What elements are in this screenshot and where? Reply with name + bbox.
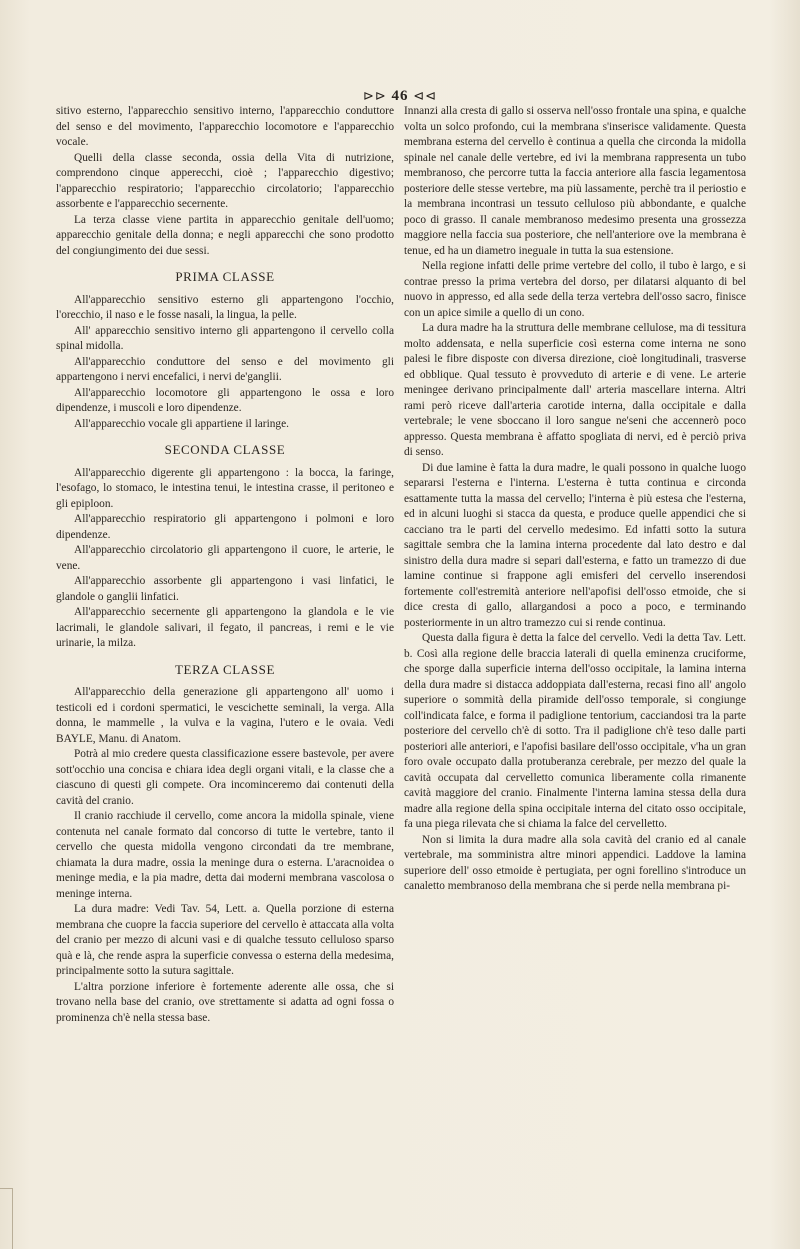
paragraph: All'apparecchio circolatorio gli appartengono il cuore, le arterie, le vene. [56, 544, 394, 572]
paragraph: Di due lamine è fatta la dura madre, le quali possono in qualche luogo separarsi l'esterna e l'interna. L'esterna è tutta continua e circonda esattamente tutta la massa del cervello; l'interna è più estesa che l'esterna, ed in alcuni luoghi si stacca da questa, e produce quelle appendici che si cacciano tra le parti del cervello medesimo. Ed infatti sotto la sutura sagittale sembra che la lamina interna procedente dal lato destro e dal sinistro della dura madre si separi dall'esterna, e fatto un tramezzo di due lamine continue si frappone agli emisferi del cervello inserendosi fortemente coll'estremità anteriore nell'apofisi dell'osso etmoide, che si dice cresta di gallo, allargandosi a poco a poco, e terminando posteriormente in un altro tramezzo cui si rende continua. [404, 461, 746, 629]
header-ornament-right: ⊲⊲ [413, 88, 438, 103]
paragraph: All' apparecchio sensitivo interno gli appartengono il cervello colla spinal midolla. [56, 324, 394, 352]
paragraph: Il cranio racchiude il cervello, come ancora la midolla spinale, viene contenuta nel canale formato dal concorso di tutte le vertebre, tanto il cervello che questa midolla vengono circondati da tre membrane, chiamata la dura madre, ossia la meninge dura o esterna. L'aracnoidea o meninge media, e la pia madre, detta dai moderni membrana vascolosa o meninge interna. [56, 810, 394, 900]
paragraph: All'apparecchio vocale gli appartiene il laringe. [74, 417, 289, 430]
paragraph: Non si limita la dura madre alla sola cavità del cranio ed al canale vertebrale, ma somministra altre minori appendici. Laddove la lamina superiore dell' osso etmoide è pertugiata, per ogni forellino s'introduce un canaletto membranoso della membrana che si perde nella membrana pi- [404, 833, 746, 892]
paragraph: Nella regione infatti delle prime vertebre del collo, il tubo è largo, e si contrae presso la prima vertebra del dorso, per dilatarsi alquanto di bel nuovo in appresso, ed alla sede della terza vertebra dell'osso sacro, finisce con un apice simile a quello di un cono. [404, 260, 746, 319]
paragraph: All'apparecchio respiratorio gli appartengono i polmoni e loro dipendenze. [56, 513, 394, 541]
paragraph: Questa dalla figura è detta la falce del cervello. Vedi la detta Tav. Lett. b. Così alla regione delle braccia laterali di quella eminenza cruciforme, che sporge dalla superficie interna dell'osso occipitale, la lamina interna della dura madre si distacca addoppiata dall'esterna, recasi fino all' angolo superiore o sommità della piramide dell'osso temporale, si congiunge coll'indicata falce, e forma il padiglione tentorium, cacciandosi tra la parte posteriore del cervello ch'è di sotto. Tra il padiglione ch'è teso dalle parti posteriori alle anteriori, e l'apofisi basilare dell'osso occipitale, v'ha un gran foro ovale occupato dalla protuberanza cerebrale, per mezzo del quale la cavità occupata dal cervelletto comunica liberamente colla rimanente cavità maggiore del cranio. Finalmente l'interna lamina stessa della dura madre alla regione della spina occipitale interna del citato osso occipitale, fa una piega rilevata che si chiama la falce del cervelletto. [404, 632, 746, 830]
header-ornament-left: ⊳⊳ [362, 88, 387, 103]
paragraph: La terza classe viene partita in apparecchio genitale dell'uomo; apparecchio genitale della donna; e negli apparecchi che sono prodotto del congiungimento dei due sessi. [56, 213, 394, 257]
section-heading-prima-classe: PRIMA CLASSE [175, 269, 275, 284]
page-number: 46 [391, 88, 409, 104]
paragraph: All'apparecchio della generazione gli appartengono all' uomo i testicoli ed i cordoni spermatici, le vescichette seminali, la verga. Alla donna, le mammelle , la vulva e la vagina, l'utero e le ovaia. Vedi BAYLE, Manu. di Anatom. [56, 686, 394, 745]
paragraph: All'apparecchio assorbente gli appartengono i vasi linfatici, le glandole o ganglii linfatici. [56, 575, 394, 603]
page-corner-mark [0, 1188, 13, 1249]
left-column [56, 104, 394, 1026]
paragraph: La dura madre ha la struttura delle membrane cellulose, ma di tessitura molto addensata, e nella superficie così esterna come interna ne sono palesi le fibre disposte con diversa direzione, cioè longitudinali, trasverse ed obblique. Qual tessuto è provveduto di arterie e di vene. Le arterie meningee derivano principalmente dall' arteria mascellare interna. Altri rami però riceve dall'arteria carotide interna, dalla occipitale e dalla vertebrale; le vene sboccano il loro sangue ne'seni che accennerò poco appresso. Questa membrana è affatto spogliata di nervi, ed è perciò priva di senso. [404, 322, 746, 458]
paragraph: All'apparecchio sensitivo esterno gli appartengono l'occhio, l'orecchio, il naso e le fosse nasali, la lingua, la pelle. [56, 293, 394, 321]
paragraph: All'apparecchio locomotore gli appartengono le ossa e loro dipendenze, i muscoli e loro dipendenze. [56, 386, 394, 414]
paragraph: Potrà al mio credere questa classificazione essere bastevole, per avere sott'occhio una concisa e chiara idea degli organi vitali, e la classe che a ciascuno di questi gli compete. Ora incominceremo dai contenuti della cavità del cranio. [56, 748, 394, 807]
paragraph: sitivo esterno, l'apparecchio sensitivo interno, l'apparecchio conduttore del senso e del movimento, l'apparecchio locomotore e l'apparecchio vocale. [56, 105, 394, 148]
page-header [0, 88, 800, 105]
paragraph: L'altra porzione inferiore è fortemente aderente alle ossa, che si trovano nella base del cranio, ove strettamente si adatta ad ogni fossa o prominenza ch'è nella stessa base. [56, 980, 394, 1024]
section-heading-seconda-classe: SECONDA CLASSE [164, 442, 286, 457]
paragraph: Quelli della classe seconda, ossia della Vita di nutrizione, comprendono cinque apperecchi, cioè ; l'apparecchio digestivo; l'apparecchio respiratorio; l'apparecchio circolatorio; l'apparecchio assorbente e l'apparecchio secernente. [56, 151, 394, 210]
paragraph: All'apparecchio digerente gli appartengono : la bocca, la faringe, l'esofago, lo stomaco, le intestina tenui, le intestina crasse, il peritoneo e gli epiploon. [56, 466, 394, 510]
right-column [404, 104, 746, 895]
paragraph: La dura madre: Vedi Tav. 54, Lett. a. Quella porzione di esterna membrana che cuopre la faccia superiore del cervello è attaccata alla volta del cranio per mezzo di alcuni vasi e di qualche tessuto celluloso sparso quà e là, che rende aspra la superficie convessa o esterna della medesima, principalmente sotto la sutura sagittale. [56, 903, 394, 977]
paragraph: Innanzi alla cresta di gallo si osserva nell'osso frontale una spina, e qualche volta un solco profondo, cui la membrana s'inserisce validamente. Questa membrana esterna del cervello è continua a quella che circonda la midolla spinale nel canale delle vertebre, ed ivi la membrana rappresenta un tubo membranoso, che percorre tutta la faccia anteriore alla fascia legamentosa posteriore delle stesse vertebre, ma più lassamente, perchè tra il periostio e la membrana incontrasi un tessuto celluloso più abbondante, e qualche poco di grasso. Il canale membranoso medesimo presenta una grossezza maggiore nella faccia sua posteriore, che nell'anteriore ove la membrana è tenue, ed ha un diametro ineguale in tutta la sua estensione. [404, 105, 746, 257]
paragraph: All'apparecchio secernente gli appartengono la glandola e le vie lacrimali, le glandole salivari, il fegato, il pancreas, i remi e le vie urinarie, la milza. [56, 606, 394, 649]
paragraph: All'apparecchio conduttore del senso e del movimento gli appartengono i nervi encefalici, i nervi de'ganglii. [56, 355, 394, 383]
section-heading-terza-classe: TERZA CLASSE [174, 661, 275, 677]
